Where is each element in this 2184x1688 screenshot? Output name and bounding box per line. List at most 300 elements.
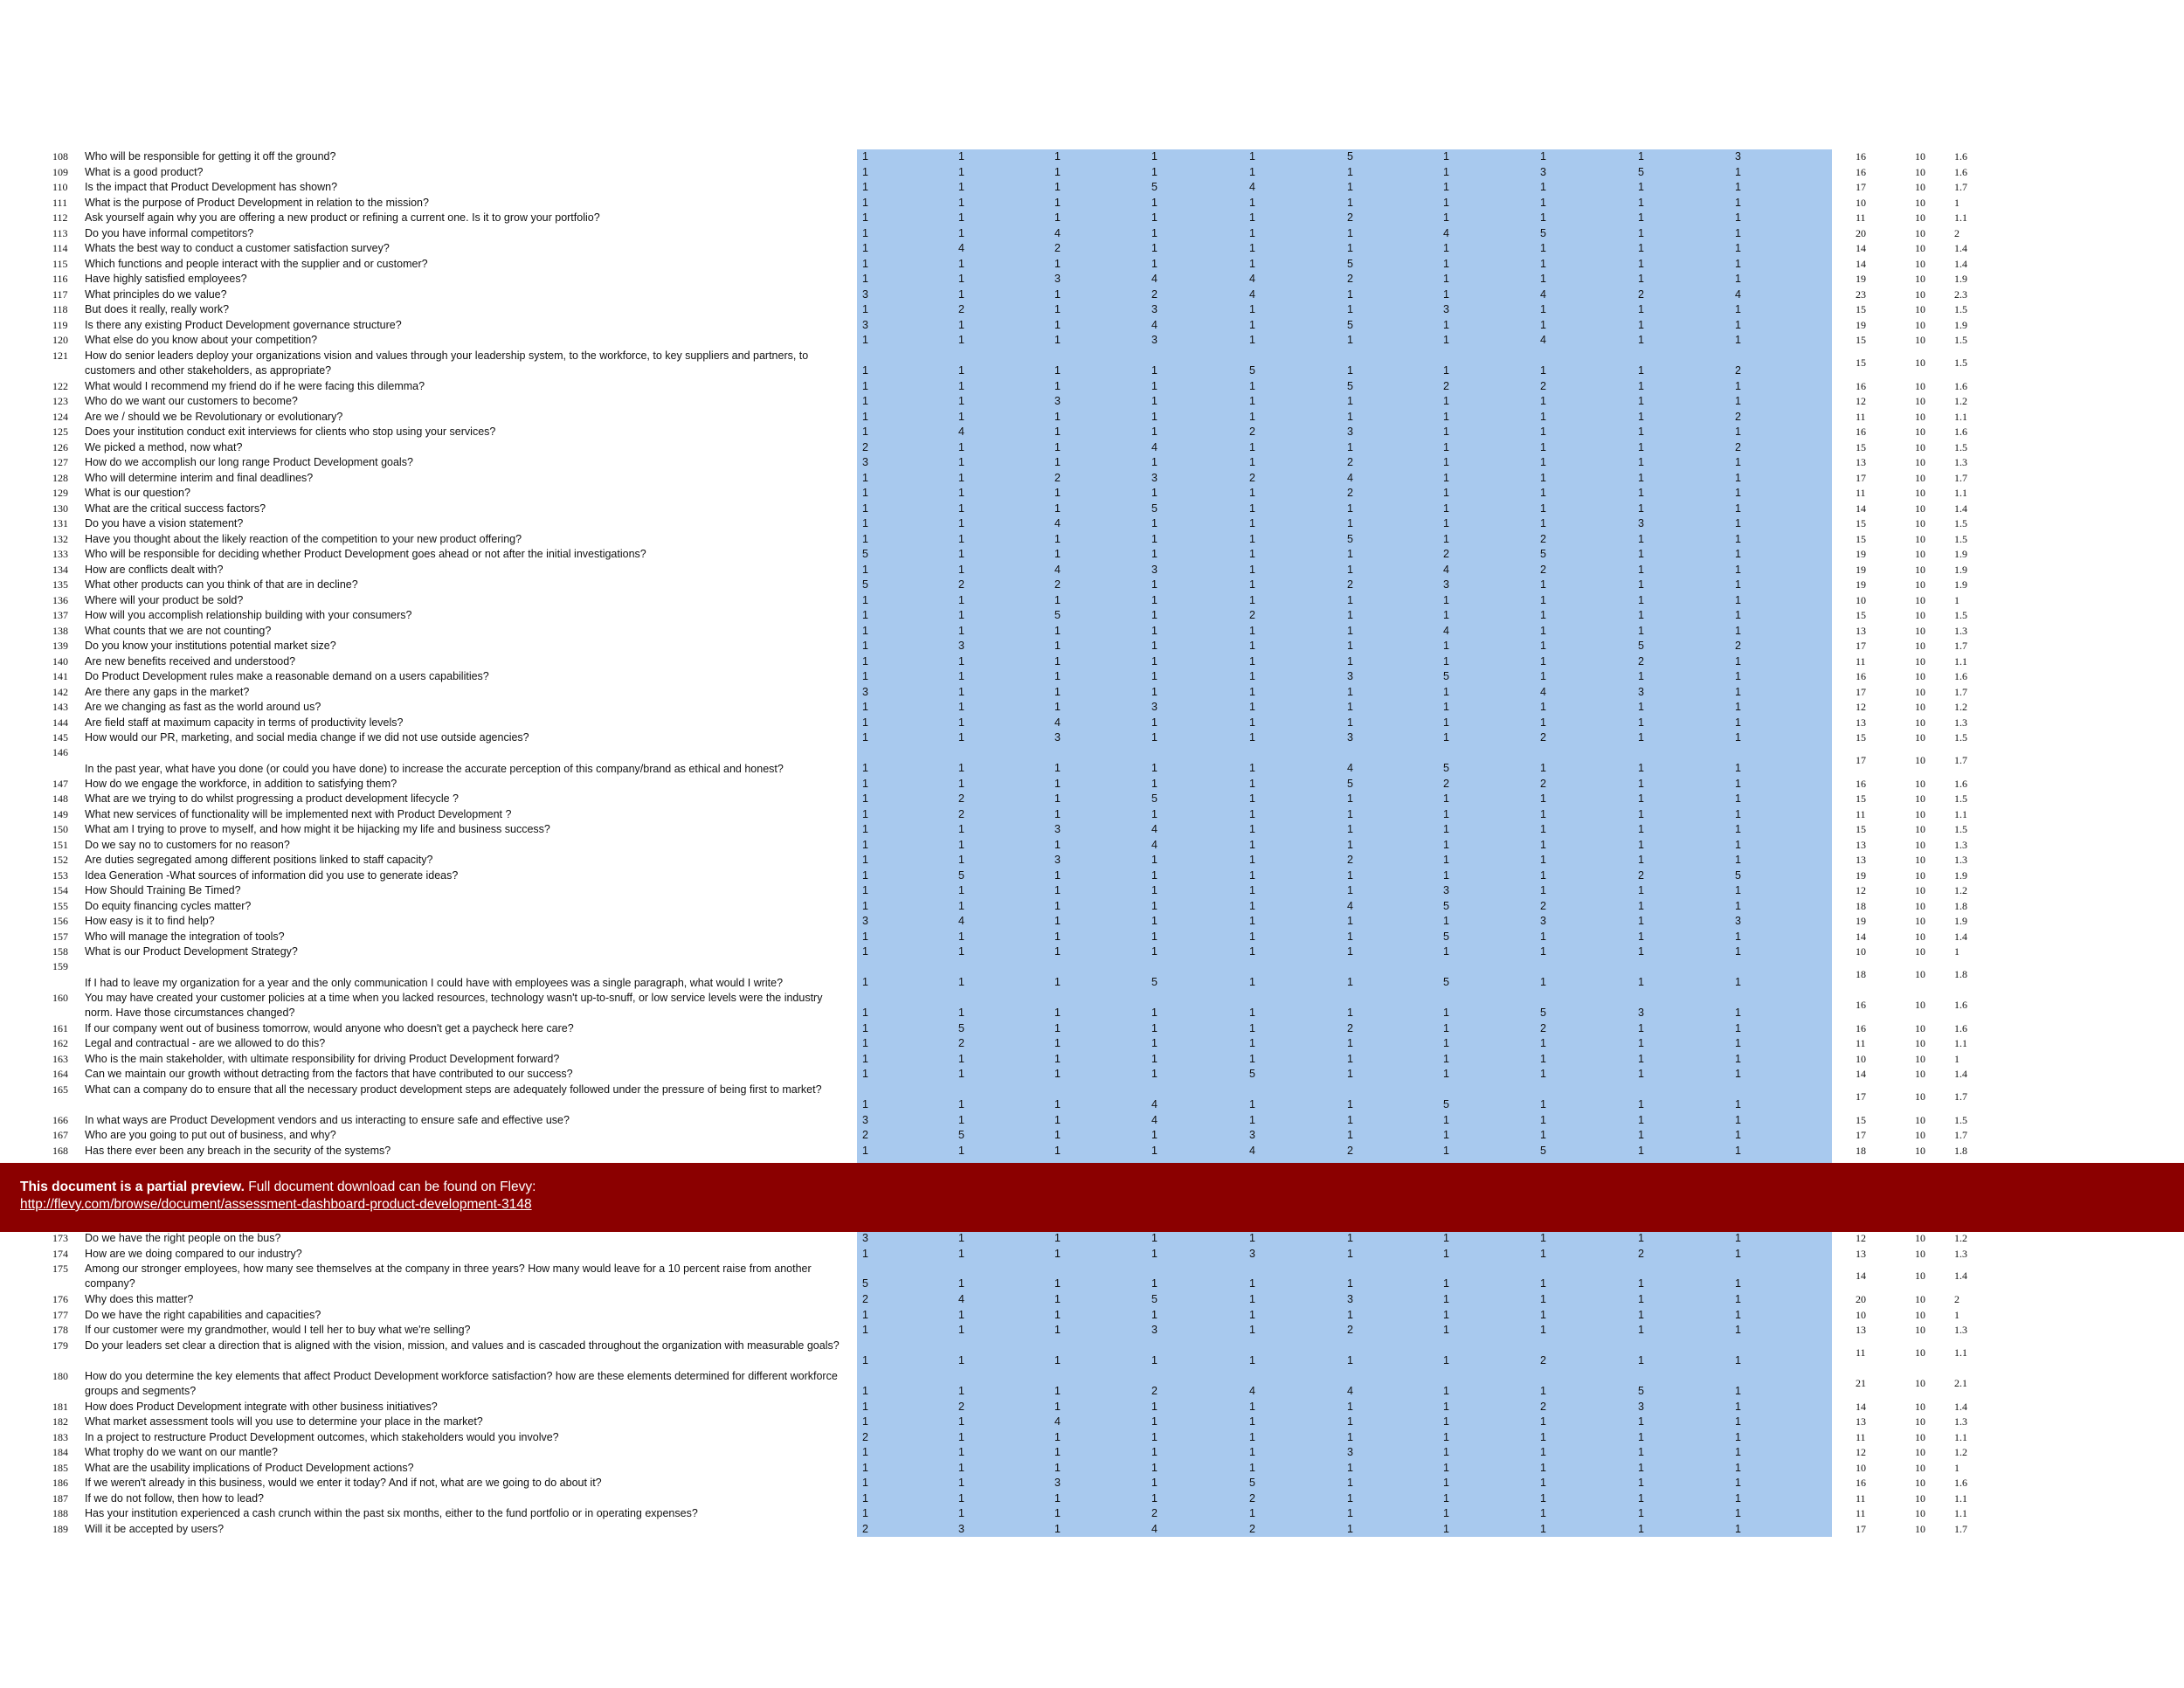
score-cell: 3	[1151, 334, 1158, 346]
score-cell: 3	[1151, 701, 1158, 713]
row-number: 173	[52, 1232, 68, 1244]
table-row	[0, 930, 2184, 945]
score-cell: 1	[1054, 1522, 1061, 1535]
row-number: 116	[52, 273, 68, 285]
row-max: 10	[1915, 1113, 1925, 1126]
score-cell: 4	[1347, 899, 1353, 912]
score-cell: 1	[1151, 1021, 1158, 1034]
score-cell: 3	[1249, 1247, 1255, 1260]
score-cell: 1	[1054, 1308, 1061, 1321]
question-text: Are we changing as fast as the world around us?	[85, 701, 321, 713]
score-cell: 1	[1735, 1430, 1741, 1443]
question-text: We picked a method, now what?	[85, 440, 243, 453]
table-row	[0, 624, 2184, 640]
score-cell: 2	[1347, 456, 1353, 468]
score-cell: 1	[1151, 731, 1158, 744]
row-number: 132	[52, 532, 68, 545]
score-cell: 1	[1735, 1247, 1741, 1260]
score-cell: 1	[1735, 181, 1741, 193]
row-max: 10	[1915, 593, 1925, 606]
row-max: 10	[1915, 1090, 1925, 1103]
score-cell: 1	[1443, 1384, 1449, 1397]
score-cell: 1	[958, 1277, 964, 1290]
question-text: Do Product Development rules make a reasonable demand on a users capabilities?	[85, 670, 489, 682]
table-row	[0, 1400, 2184, 1415]
row-average: 1.9	[1954, 868, 1967, 882]
score-cell: 1	[958, 685, 964, 698]
row-max: 10	[1915, 823, 1925, 835]
row-total: 16	[1856, 670, 1866, 682]
score-cell: 1	[1347, 685, 1353, 698]
row-max: 10	[1915, 181, 1925, 193]
table-row	[0, 425, 2184, 440]
row-max: 10	[1915, 685, 1925, 698]
flevy-download-link[interactable]: http://flevy.com/browse/document/assessment-dashboard-product-development-3148	[20, 1197, 532, 1212]
row-max: 10	[1915, 915, 1925, 927]
score-cell: 1	[1347, 242, 1353, 254]
table-row	[0, 1369, 2184, 1400]
score-cell: 1	[862, 670, 868, 682]
score-cell: 3	[862, 456, 868, 468]
row-max: 10	[1915, 807, 1925, 820]
score-cell: 1	[1151, 945, 1158, 958]
score-cell: 2	[1735, 363, 1741, 377]
question-text: Do you have informal competitors?	[85, 226, 254, 239]
row-number: 184	[52, 1446, 68, 1458]
score-cell: 4	[1151, 318, 1158, 331]
row-max: 10	[1915, 356, 1925, 369]
score-cell: 1	[1443, 287, 1449, 301]
question-text: Who will determine interim and final deadlines?	[85, 471, 314, 484]
row-number: 187	[52, 1491, 68, 1505]
score-cell: 1	[958, 257, 964, 270]
score-cell: 1	[1638, 1415, 1644, 1428]
row-average: 1.9	[1954, 563, 1967, 576]
score-cell: 1	[1249, 165, 1255, 178]
question-text: What can a company do to ensure that all the necessary product development steps are adequately followed under the pressure of being first to market?	[85, 1083, 822, 1096]
score-cell: 1	[1347, 593, 1353, 606]
row-total: 17	[1856, 471, 1866, 484]
score-cell: 1	[1735, 1415, 1741, 1428]
score-cell: 1	[862, 1037, 868, 1049]
score-cell: 1	[1443, 425, 1449, 438]
score-cell: 1	[862, 1507, 868, 1519]
row-average: 1.5	[1954, 303, 1967, 315]
score-cell: 1	[1249, 624, 1255, 637]
score-cell: 1	[1151, 670, 1158, 682]
table-row	[0, 226, 2184, 242]
row-number: 109	[52, 165, 68, 178]
score-cell: 1	[1638, 181, 1644, 193]
table-row	[0, 272, 2184, 287]
score-cell: 1	[1151, 379, 1158, 392]
score-cell: 1	[1443, 1324, 1449, 1336]
score-cell: 1	[1151, 363, 1158, 377]
score-cell: 1	[1735, 930, 1741, 943]
row-number: 147	[52, 777, 68, 790]
row-number: 119	[52, 318, 68, 331]
score-cell: 1	[958, 517, 964, 529]
question-text: Which functions and people interact with the supplier and or customer?	[85, 257, 428, 270]
score-cell: 2	[1540, 731, 1546, 744]
table-row	[0, 410, 2184, 425]
row-total: 17	[1856, 181, 1866, 193]
score-cell: 1	[1735, 854, 1741, 866]
row-max: 10	[1915, 257, 1925, 270]
banner-lead: This document is a partial preview.	[20, 1180, 245, 1194]
score-cell: 1	[1151, 1144, 1158, 1157]
score-cell: 1	[1638, 1522, 1644, 1535]
score-cell: 1	[1347, 410, 1353, 423]
score-cell: 1	[1347, 287, 1353, 301]
question-text: What are we trying to do whilst progressing a product development lifecycle ?	[85, 792, 459, 805]
question-text: What is the purpose of Product Development in relation to the mission?	[85, 196, 429, 209]
row-total: 17	[1856, 753, 1866, 766]
score-cell: 1	[1249, 823, 1255, 835]
table-row	[0, 654, 2184, 670]
score-cell: 4	[1249, 181, 1255, 193]
row-number: 118	[52, 303, 68, 315]
score-cell: 1	[1540, 1477, 1546, 1489]
row-total: 12	[1856, 1232, 1866, 1244]
table-row	[0, 1067, 2184, 1083]
row-total: 11	[1856, 654, 1866, 668]
score-cell: 3	[1638, 517, 1644, 529]
row-number: 127	[52, 456, 68, 468]
score-cell: 1	[958, 930, 964, 943]
score-cell: 1	[958, 1353, 964, 1366]
score-cell: 1	[1638, 975, 1644, 988]
score-cell: 1	[1638, 318, 1644, 331]
score-cell: 5	[862, 548, 868, 560]
score-cell: 1	[1054, 838, 1061, 851]
score-cell: 1	[1735, 471, 1741, 484]
row-max: 10	[1915, 273, 1925, 285]
score-cell: 1	[1054, 1068, 1061, 1080]
score-cell: 2	[862, 1522, 868, 1535]
score-cell: 1	[1151, 1052, 1158, 1065]
row-total: 16	[1856, 1477, 1866, 1489]
score-cell: 1	[1347, 1400, 1353, 1413]
row-number: 186	[52, 1477, 68, 1489]
score-cell: 1	[1638, 1144, 1644, 1157]
score-cell: 3	[862, 1232, 868, 1244]
table-row	[0, 1021, 2184, 1037]
score-cell: 5	[1443, 899, 1449, 912]
score-cell: 1	[1151, 624, 1158, 637]
question-text: What principles do we value?	[85, 287, 227, 301]
score-cell: 1	[1249, 899, 1255, 912]
score-cell: 1	[1054, 884, 1061, 896]
row-average: 1.1	[1954, 1037, 1967, 1049]
score-cell: 1	[862, 1384, 868, 1397]
row-average: 1.9	[1954, 915, 1967, 927]
table-row	[0, 1476, 2184, 1491]
score-cell: 3	[1540, 915, 1546, 927]
row-total: 21	[1856, 1376, 1866, 1389]
row-number: 149	[52, 807, 68, 820]
table-row	[0, 807, 2184, 823]
score-cell: 2	[958, 807, 964, 820]
score-cell: 1	[1347, 624, 1353, 637]
score-cell: 1	[1443, 1430, 1449, 1443]
score-cell: 1	[1443, 1477, 1449, 1489]
row-total: 13	[1856, 838, 1866, 851]
score-cell: 1	[1151, 487, 1158, 499]
row-max: 10	[1915, 967, 1925, 980]
score-cell: 1	[1347, 1507, 1353, 1519]
table-row	[0, 838, 2184, 854]
score-cell: 4	[1443, 226, 1449, 239]
row-average: 1.1	[1954, 654, 1967, 668]
score-cell: 2	[1735, 440, 1741, 453]
row-average: 1.6	[1954, 425, 1967, 438]
row-number: 158	[52, 945, 68, 958]
score-cell: 1	[1249, 1353, 1255, 1366]
score-cell: 1	[1540, 609, 1546, 621]
score-cell: 1	[1735, 807, 1741, 820]
row-total: 17	[1856, 640, 1866, 652]
score-cell: 1	[1151, 1068, 1158, 1080]
score-cell: 5	[1443, 670, 1449, 682]
row-number: 124	[52, 410, 68, 423]
row-average: 1.2	[1954, 1446, 1967, 1458]
row-average: 1.5	[1954, 517, 1967, 529]
score-cell: 1	[1347, 440, 1353, 453]
score-cell: 1	[958, 1415, 964, 1428]
score-cell: 1	[1638, 395, 1644, 407]
score-cell: 3	[1443, 303, 1449, 315]
row-max: 10	[1915, 1507, 1925, 1519]
score-cell: 1	[1735, 838, 1741, 851]
score-cell: 1	[1249, 716, 1255, 729]
score-cell: 1	[1540, 1446, 1546, 1458]
row-total: 10	[1856, 1308, 1866, 1321]
table-row	[0, 1339, 2184, 1369]
score-cell: 5	[1347, 257, 1353, 270]
score-cell: 3	[1054, 854, 1061, 866]
question-text: How are conflicts dealt with?	[85, 563, 224, 576]
score-cell: 1	[1638, 1430, 1644, 1443]
row-average: 1.5	[1954, 823, 1967, 835]
row-max: 10	[1915, 1461, 1925, 1474]
question-text: If our customer were my grandmother, would I tell her to buy what we're selling?	[85, 1324, 471, 1336]
row-total: 14	[1856, 930, 1866, 943]
question-text: Idea Generation -What sources of information did you use to generate ideas?	[85, 868, 459, 882]
row-max: 10	[1915, 838, 1925, 851]
question-text: Does your institution conduct exit interviews for clients who stop using your services?	[85, 425, 496, 438]
score-cell: 1	[1443, 1507, 1449, 1519]
score-cell: 1	[1347, 1522, 1353, 1535]
score-cell: 1	[1054, 1353, 1061, 1366]
row-average: 1.1	[1954, 211, 1967, 224]
row-total: 15	[1856, 823, 1866, 835]
question-text: What am I trying to prove to myself, and how might it be hijacking my life and business success?	[85, 823, 550, 835]
score-cell: 5	[1443, 975, 1449, 988]
score-cell: 1	[1735, 487, 1741, 499]
score-cell: 1	[1249, 777, 1255, 790]
score-cell: 1	[862, 701, 868, 713]
row-average: 1.1	[1954, 1430, 1967, 1443]
row-number: 130	[52, 502, 68, 515]
row-max: 10	[1915, 425, 1925, 438]
table-row	[0, 471, 2184, 487]
score-cell: 3	[1347, 1293, 1353, 1305]
score-cell: 1	[1443, 165, 1449, 178]
score-cell: 2	[1540, 563, 1546, 576]
row-number: 141	[52, 670, 68, 682]
score-cell: 2	[1249, 609, 1255, 621]
score-cell: 1	[1249, 379, 1255, 392]
score-cell: 1	[958, 487, 964, 499]
score-cell: 1	[1638, 1477, 1644, 1489]
score-cell: 1	[1151, 532, 1158, 545]
score-cell: 1	[1638, 1308, 1644, 1321]
score-cell: 1	[1054, 1097, 1061, 1110]
score-cell: 1	[862, 716, 868, 729]
table-row	[0, 211, 2184, 226]
score-cell: 1	[1638, 792, 1644, 805]
table-row	[0, 700, 2184, 716]
score-cell: 1	[1054, 181, 1061, 193]
question-text: How are we doing compared to our industry?	[85, 1247, 302, 1260]
score-cell: 1	[1540, 807, 1546, 820]
score-cell: 1	[1735, 395, 1741, 407]
score-cell: 4	[958, 242, 964, 254]
score-cell: 1	[1249, 1446, 1255, 1458]
question-text: Do you know your institutions potential market size?	[85, 640, 336, 652]
score-cell: 1	[1249, 1293, 1255, 1305]
score-cell: 3	[1249, 1129, 1255, 1141]
score-cell: 4	[1054, 716, 1061, 729]
score-cell: 1	[1151, 868, 1158, 882]
row-average: 1.3	[1954, 456, 1967, 468]
score-cell: 1	[1443, 181, 1449, 193]
question-text: Do your leaders set clear a direction that is aligned with the vision, mission, and values and is cascaded throughout the organization with measurable goals?	[85, 1339, 840, 1352]
row-total: 15	[1856, 440, 1866, 453]
row-total: 13	[1856, 1415, 1866, 1428]
score-cell: 1	[1540, 1430, 1546, 1443]
row-max: 10	[1915, 1400, 1925, 1413]
row-average: 1.5	[1954, 356, 1967, 369]
table-row	[0, 1506, 2184, 1522]
row-number: 157	[52, 930, 68, 943]
score-cell: 1	[1249, 242, 1255, 254]
table-row	[0, 394, 2184, 410]
score-cell: 1	[1249, 761, 1255, 774]
score-cell: 1	[958, 548, 964, 560]
score-cell: 1	[1443, 945, 1449, 958]
score-cell: 5	[862, 1277, 868, 1290]
score-cell: 3	[1054, 823, 1061, 835]
score-cell: 1	[1540, 1097, 1546, 1110]
score-cell: 1	[1735, 792, 1741, 805]
score-cell: 1	[1735, 1037, 1741, 1049]
score-cell: 1	[1054, 1293, 1061, 1305]
score-cell: 1	[1735, 1446, 1741, 1458]
table-row	[0, 1231, 2184, 1247]
score-cell: 1	[1540, 792, 1546, 805]
row-total: 13	[1856, 716, 1866, 729]
row-max: 10	[1915, 1129, 1925, 1141]
score-cell: 1	[1735, 578, 1741, 591]
score-cell: 5	[958, 1129, 964, 1141]
score-cell: 1	[1540, 716, 1546, 729]
row-average: 1.1	[1954, 1346, 1967, 1359]
table-row	[0, 1430, 2184, 1446]
row-max: 10	[1915, 899, 1925, 912]
score-cell: 1	[1054, 1129, 1061, 1141]
score-cell: 1	[1347, 930, 1353, 943]
score-cell: 1	[1638, 487, 1644, 499]
score-cell: 1	[1054, 548, 1061, 560]
score-cell: 2	[1638, 1247, 1644, 1260]
table-row	[0, 593, 2184, 609]
score-cell: 1	[1054, 318, 1061, 331]
score-cell: 4	[958, 425, 964, 438]
score-cell: 5	[958, 868, 964, 882]
row-average: 1.6	[1954, 1477, 1967, 1489]
row-total: 16	[1856, 425, 1866, 438]
score-cell: 3	[1638, 1400, 1644, 1413]
score-cell: 1	[1249, 1277, 1255, 1290]
score-cell: 1	[1443, 915, 1449, 927]
score-cell: 1	[862, 945, 868, 958]
score-cell: 1	[1054, 777, 1061, 790]
score-cell: 1	[1249, 975, 1255, 988]
score-cell: 2	[862, 1430, 868, 1443]
score-cell: 1	[1540, 410, 1546, 423]
table-row	[0, 1415, 2184, 1430]
score-cell: 2	[958, 578, 964, 591]
score-cell: 1	[1347, 807, 1353, 820]
score-cell: 1	[1735, 1113, 1741, 1126]
score-cell: 1	[958, 211, 964, 224]
score-cell: 2	[958, 303, 964, 315]
score-cell: 1	[1054, 196, 1061, 209]
score-cell: 1	[1443, 257, 1449, 270]
score-cell: 1	[1443, 1232, 1449, 1244]
score-cell: 4	[1151, 1097, 1158, 1110]
score-cell: 1	[1735, 609, 1741, 621]
table-row	[0, 165, 2184, 181]
score-cell: 1	[1443, 334, 1449, 346]
table-row	[0, 822, 2184, 838]
score-cell: 1	[1054, 624, 1061, 637]
score-cell: 1	[1443, 471, 1449, 484]
row-average: 1.9	[1954, 548, 1967, 560]
score-cell: 1	[1443, 838, 1449, 851]
row-number: 136	[52, 593, 68, 606]
score-cell: 5	[1638, 1384, 1644, 1397]
row-average: 1	[1954, 945, 1959, 958]
table-row	[0, 899, 2184, 915]
question-text: Are duties segregated among different positions linked to staff capacity?	[85, 854, 433, 866]
row-max: 10	[1915, 165, 1925, 178]
score-cell: 1	[1638, 823, 1644, 835]
question-text: What else do you know about your competition?	[85, 334, 318, 346]
row-max: 10	[1915, 379, 1925, 392]
row-total: 18	[1856, 1144, 1866, 1157]
row-number: 148	[52, 792, 68, 805]
row-number: 155	[52, 899, 68, 912]
row-max: 10	[1915, 196, 1925, 209]
score-cell: 1	[958, 716, 964, 729]
score-cell: 1	[1638, 1324, 1644, 1336]
score-cell: 1	[1151, 1277, 1158, 1290]
row-number: 135	[52, 578, 68, 591]
score-cell: 1	[1151, 410, 1158, 423]
